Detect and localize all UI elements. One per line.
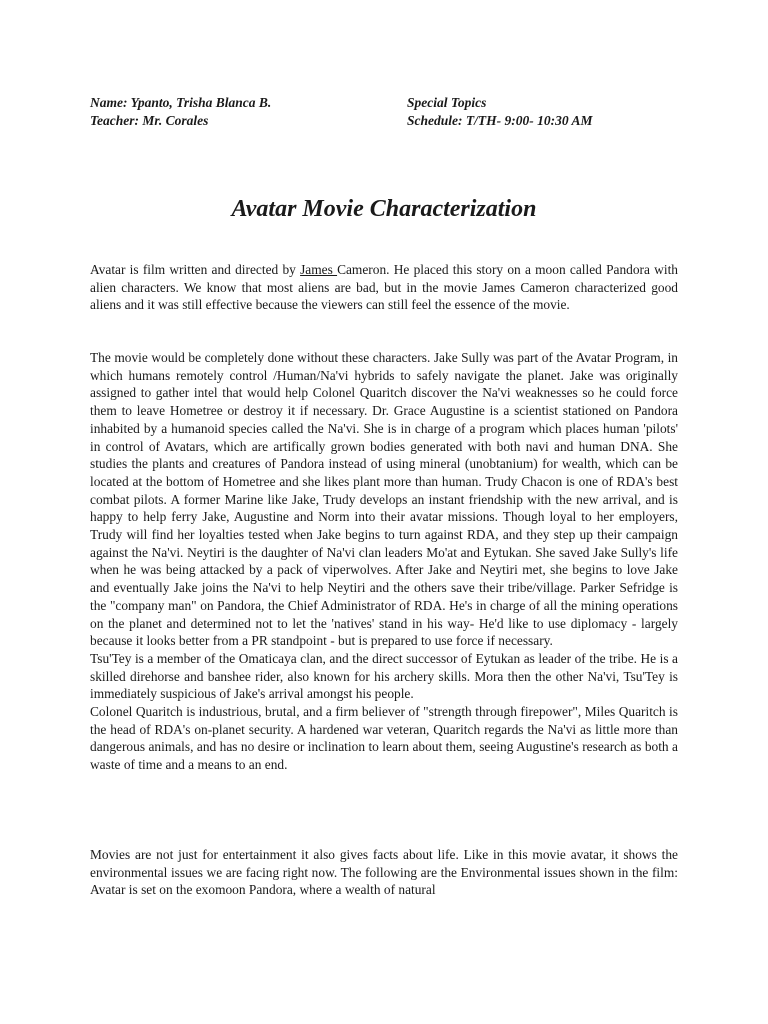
student-info [90, 94, 390, 130]
p1-before: Avatar is film written and directed by [90, 262, 301, 277]
schedule: Schedule: T/TH- 9:00- 10:30 AM [407, 113, 593, 128]
class-info [407, 94, 687, 130]
environment-paragraph [90, 846, 678, 899]
p1-after: Cameron. He placed this story on a moon called Pandora with alien characters. We know that most aliens are bad, but in the movie James Cameron characterized good aliens and it was still effective because the viewers can still feel the essence of the movie. [90, 262, 678, 313]
author-first-name: James [300, 262, 338, 277]
intro-paragraph [90, 261, 678, 314]
characters-main: The movie would be completely done without these characters. Jake Sully was part of the Avatar Program, in which humans remotely control /Human/Na'vi hybrids to safely navigate the planet. Jake was originally assigned to gather intel that would help Colonel Quaritch discover the Na'vi weaknesses so he could force them to leave Hometree or destroy it if necessary. Dr. Grace Augustine is a scientist stationed on Pandora inhabited by a humanoid species called the Na'vi. She is in charge of a program which places human 'pilots' in control of Avatars, which are artifically grown bodies generated with both navi and human DNA. She studies the plants and creatures of Pandora instead of using mineral (unobtanium) for wealth, which can be located at the bottom of Hometree and she likes plant more than human. Trudy Chacon is one of RDA's best combat pilots. A former Marine like Jake, Trudy develops an instant friendship with the new arrival, and is happy to help ferry Jake, Augustine and Norm into their avatar missions. Though loyal to her employers, Trudy will find her loyalties tested when Jake begins to turn against RDA, and they step up their campaign against the Na'vi. Neytiri is the daughter of Na'vi clan leaders Mo'at and Eytukan. She saved Jake Sully's life when he was being attacked by a pack of viperwolves. After Jake and Neytiri met, she begins to love Jake and eventually Jake joins the Na'vi to help Neytiri and the others save their tribe/village. Parker Sefridge is the "company man" on Pandora, the Chief Administrator of RDA. He's in charge of all the mining operations on the planet and determined not to let the 'natives' stand in his way- He'd like to use diplomacy - largely because it looks better from a PR standpoint - but is prepared to use force if necessary. [90, 350, 678, 649]
student-name: Name: Ypanto, Trisha Blanca B. [90, 95, 272, 110]
environment-text: Movies are not just for entertainment it also gives facts about life. Like in this movie avatar, it shows the environmental issues we are facing right now. The following are the Environmental issues shown in the film: Avatar is set on the exomoon Pandora, where a wealth of natural [90, 847, 678, 898]
subject: Special Topics [407, 95, 487, 110]
characters-paragraph [90, 349, 678, 774]
tsutey-description: Tsu'Tey is a member of the Omaticaya clan, and the direct successor of Eytukan as leader of the tribe. He is a skilled direhorse and banshee rider, also known for his archery skills. Mora then the other Na'vi, Tsu'Tey is immediately suspicious of Jake's arrival amongst his people. [90, 650, 678, 702]
document-title: Avatar Movie Characterization [231, 196, 537, 222]
teacher-name: Teacher: Mr. Corales [90, 113, 209, 128]
quaritch-description: Colonel Quaritch is industrious, brutal, and a firm believer of "strength through firepower", Miles Quaritch is the head of RDA's on-planet security. A hardened war veteran, Quaritch regards the Na'vi as little more than dangerous animals, and has no desire or inclination to learn about them, seeing Augustine's research as both a waste of time and a means to an end. [90, 704, 678, 773]
